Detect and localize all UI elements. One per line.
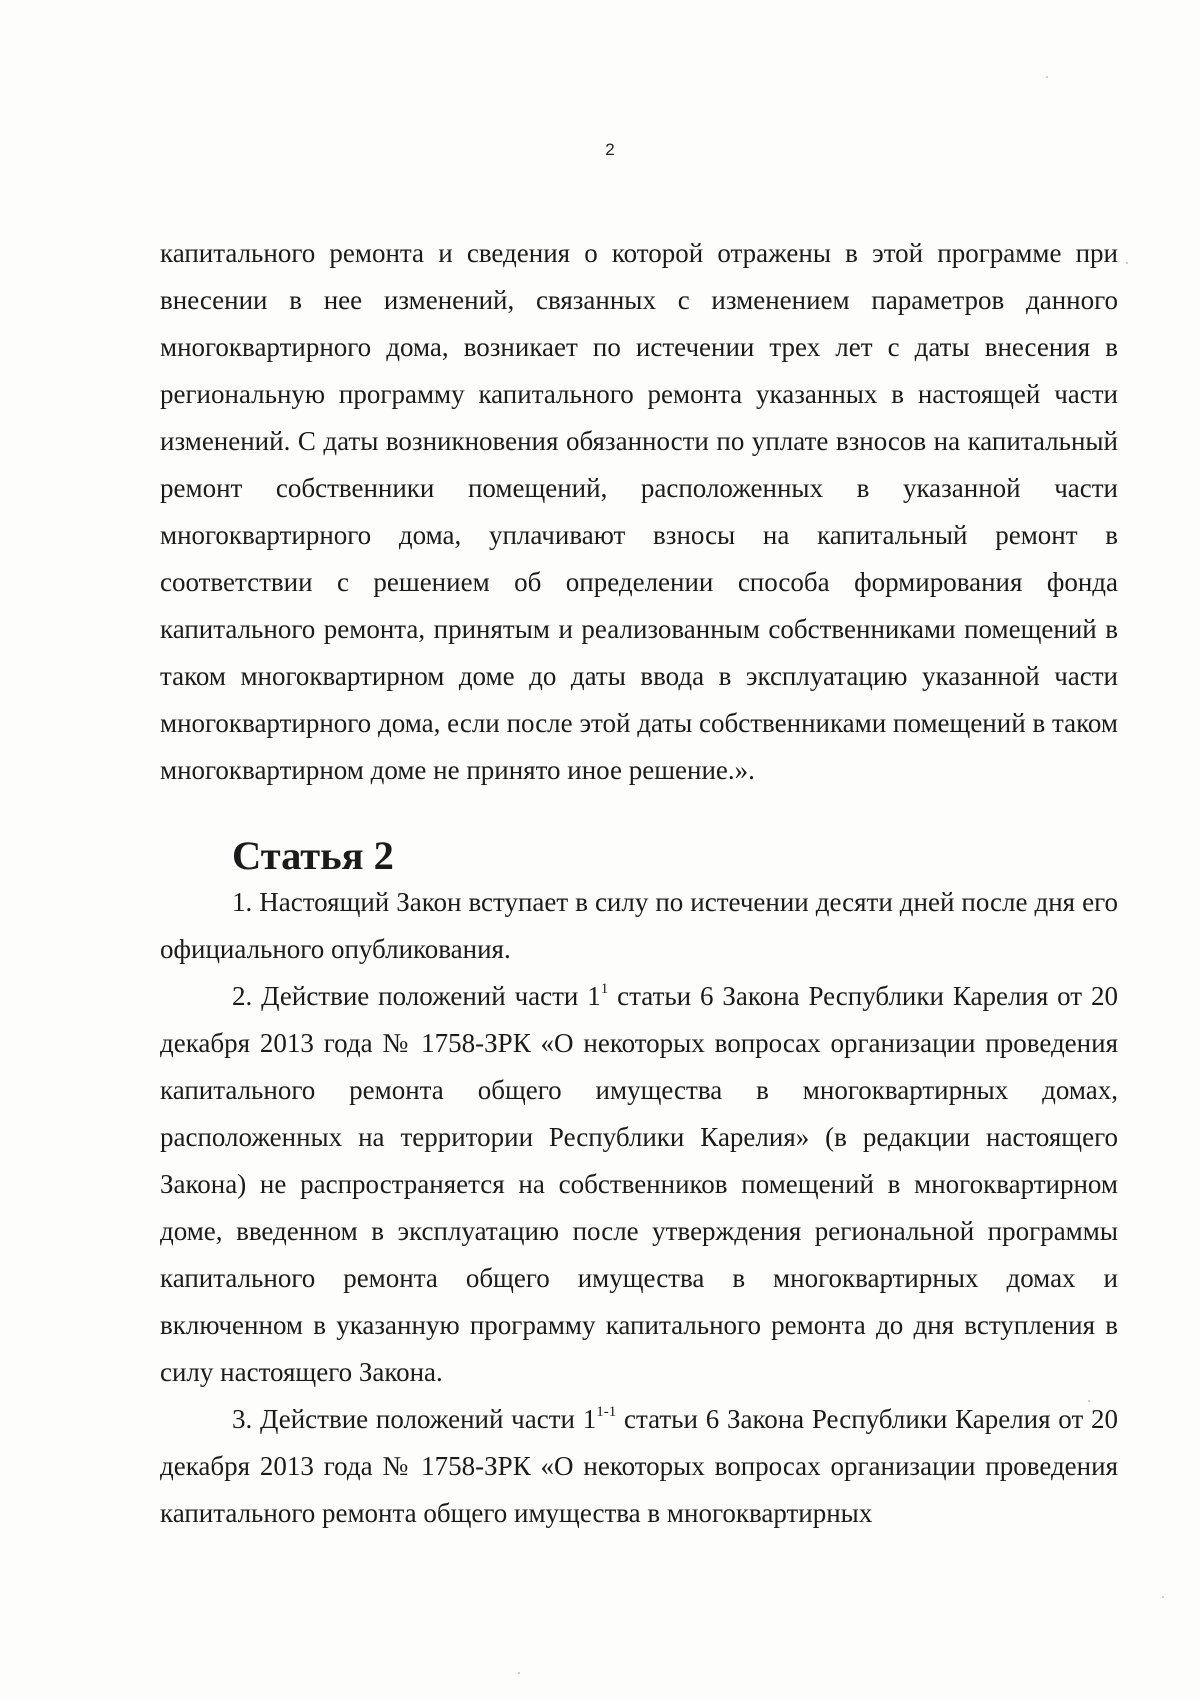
article-item-1: 1. Настоящий Закон вступает в силу по истечении десяти дней после дня его официального опубликования. (160, 887, 1118, 964)
article-heading: Статья 2 (232, 833, 394, 878)
article-item-2-superscript: 1 (600, 981, 609, 997)
article-item-3-lead: 3. Действие положений части 1 (232, 1404, 597, 1434)
article-item-3-body: статьи 6 Закона Республики Карелия от 20 декабря 2013 года № 1758-ЗРК «О некоторых вопросах организации проведения капитального ремонта общего имущества в многоквартирных (160, 1404, 1118, 1528)
article-item-3-superscript: 1-1 (596, 1404, 617, 1420)
article-2-section (160, 832, 1118, 1537)
article-item-2-lead: 2. Действие положений части 1 (232, 981, 601, 1011)
scan-speck (1088, 1400, 1090, 1402)
scan-speck (1046, 76, 1048, 78)
scan-speck (518, 1672, 520, 1674)
scan-speck (1126, 262, 1128, 264)
article-item-3 (160, 1396, 1118, 1537)
article-item-2-body: статьи 6 Закона Республики Карелия от 20 декабря 2013 года № 1758-ЗРК «О некоторых вопросах организации проведения капитального ремонта общего имущества в многоквартирных домах, расположенных на территории Республики Карелия» (в редакции настоящего Закона) не распространяется на собственников помещений в многоквартирном доме, введенном в эксплуатацию после утверждения региональной программы капитального ремонта общего имущества в многоквартирных домах и включенном в указанную программу капитального ремонта до дня вступления в силу настоящего Закона. (160, 981, 1118, 1387)
continuation-text-block (160, 230, 1118, 794)
scan-speck (1162, 1596, 1164, 1598)
continuation-paragraph: капитального ремонта и сведения о которой отражены в этой программе при внесении в нее изменений, связанных с изменением параметров данного многоквартирного дома, возникает по истечении трех лет с даты внесения в региональную программу капитального ремонта указанных в настоящей части изменений. С даты возникновения обязанности по уплате взносов на капитальный ремонт собственники помещений, расположенных в указанной части многоквартирного дома, уплачивают взносы на капитальный ремонт в соответствии с решением об определении способа формирования фонда капитального ремонта, принятым и реализованным собственниками помещений в таком многоквартирном доме до даты ввода в эксплуатацию указанной части многоквартирного дома, если после этой даты собственниками помещений в таком многоквартирном доме не принято иное решение.». (160, 238, 1118, 785)
page-number: 2 (605, 140, 615, 159)
article-item-2 (160, 973, 1118, 1396)
